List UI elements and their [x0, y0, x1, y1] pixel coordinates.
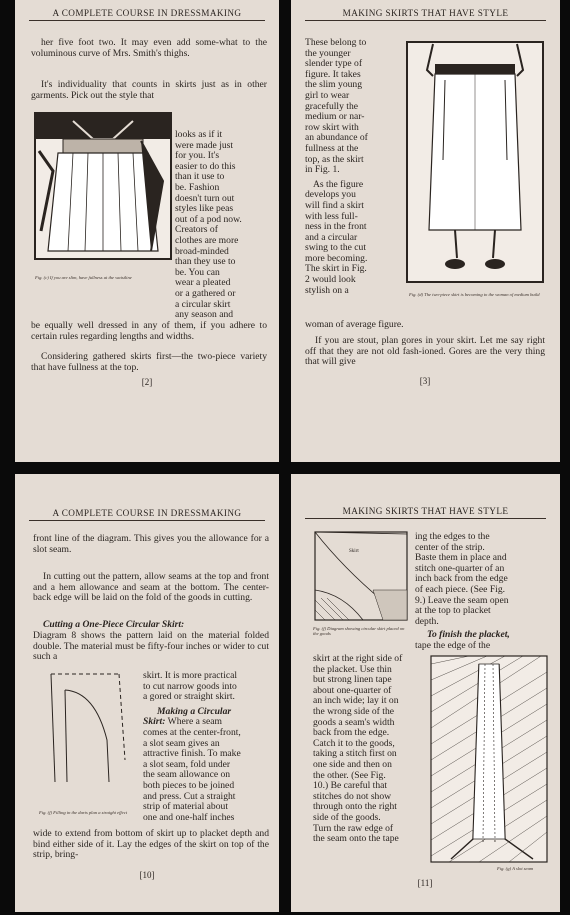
- wrap-text-column: [305, 38, 401, 296]
- text-line: ness in the front: [305, 222, 367, 233]
- paragraph: her five foot two. It may even add some-what to the voluminous curve of Mrs. Smith's thighs.: [31, 37, 267, 59]
- text-line: doesn't turn out: [175, 193, 235, 204]
- wrap-text-column: [415, 532, 545, 627]
- text-line: the seam allowance on: [143, 770, 231, 781]
- text-line: comes at the center-front,: [143, 727, 241, 738]
- text-line: be. You can: [175, 267, 220, 278]
- text-line: any season and: [175, 310, 234, 321]
- text-line: taking a stitch first on: [313, 749, 397, 760]
- section-heading: To finish the placket,: [427, 629, 510, 640]
- text-line: stitch one-quarter of an: [415, 563, 505, 574]
- text-line: a slot seam, fold under: [143, 759, 231, 770]
- text-line: ing the edges to the: [415, 532, 490, 542]
- text-line: 10.) Be careful that: [313, 781, 388, 792]
- paragraph: It's individuality that counts in skirts just as in other garments. Pick out the style that: [31, 79, 267, 101]
- text-line: goods a seam's width: [313, 717, 395, 728]
- figure-caption: Fig. (f) Diagram showing circular skirt placed on the goods: [313, 626, 405, 636]
- text-line: for you. It's: [175, 151, 220, 162]
- figure-caption: Fig. (f) Filling in the darts plan a straight effect: [39, 810, 128, 815]
- text-line: The skirt in Fig.: [305, 264, 367, 275]
- text-line: top, as the skirt: [305, 154, 364, 165]
- text-line: to cut narrow goods into: [143, 681, 237, 692]
- text-line: skirt at the right side of: [313, 654, 403, 664]
- paragraph: In cutting out the pattern, allow seams at the top and front and a hem allowance and seam at the bottom. The center-back edge will be laid on the fold of the goods in cutting.: [33, 571, 269, 604]
- running-header: A COMPLETE COURSE IN DRESSMAKING: [29, 8, 265, 21]
- section-heading: Skirt:: [143, 717, 166, 728]
- text-line: skirt. It is more practical: [143, 671, 238, 681]
- text-line: of each piece. (See Fig.: [415, 584, 506, 595]
- section-heading: Cutting a One-Piece Circular Skirt:: [43, 619, 185, 630]
- text-line: swing to the cut: [305, 243, 367, 254]
- text-line: stylish on a: [305, 285, 349, 296]
- text-line: easier to do this: [175, 161, 236, 172]
- text-line: the seam onto the tape: [313, 834, 399, 845]
- paragraph: woman of average figure.: [305, 319, 404, 330]
- text-line: figure. It takes: [305, 69, 361, 80]
- text-line: As the figure: [313, 179, 364, 190]
- paragraph: If you are stout, plan gores in your skirt. Let me say right off that they are not old fash-ioned. Gores are the very thing that will give: [305, 335, 545, 368]
- skirt-illustration: [33, 111, 173, 261]
- page-number: [2]: [141, 377, 153, 387]
- wrap-text-column: [143, 671, 269, 823]
- text-line: side of the goods.: [313, 812, 381, 823]
- page-2: [15, 0, 279, 462]
- text-line: with less full-: [305, 211, 358, 222]
- text-line: 2 would look: [305, 275, 356, 286]
- figure-caption: Fig. (c) If you are slim, have fullness at the waistline: [35, 275, 132, 280]
- text-line: girl to wear: [305, 90, 350, 101]
- text-line: the slim young: [305, 80, 363, 91]
- text-line: row skirt with: [305, 122, 359, 133]
- page-10: [15, 474, 279, 912]
- page-number: [11]: [417, 878, 433, 888]
- text-line: a circular skirt: [175, 299, 231, 310]
- text-line: looks as if it: [175, 130, 223, 140]
- running-header: A COMPLETE COURSE IN DRESSMAKING: [29, 508, 265, 521]
- text-line: in Fig. 1.: [305, 165, 340, 176]
- text-line: or a gathered or: [175, 289, 236, 299]
- text-line: and a circular: [305, 232, 358, 243]
- slot-seam-illustration: [429, 654, 549, 864]
- text-line: the younger: [305, 48, 351, 59]
- running-header: MAKING SKIRTS THAT HAVE STYLE: [305, 506, 546, 519]
- paragraph: tape the edge of the: [415, 640, 491, 651]
- text-line: through onto the right: [313, 802, 397, 813]
- wrap-text-column: [175, 289, 267, 321]
- text-line: Creators of: [175, 225, 218, 236]
- paragraph: wide to extend from bottom of skirt up to placket depth and bind either side of it. Lay the edges of the skirt on top of the strip, bring-: [33, 828, 269, 861]
- text-line: Catch it to the goods,: [313, 738, 395, 749]
- text-line: These belong to: [305, 38, 367, 48]
- text-line: at the top to placket: [415, 606, 491, 617]
- wrap-text-column: [313, 654, 423, 845]
- paragraph: be equally well dressed in any of them, if you adhere to certain rules regarding lengths and widths.: [31, 320, 267, 342]
- diagram-label: Skirt: [349, 549, 359, 554]
- text-line: about one-quarter of: [313, 685, 392, 696]
- text-line: center of the strip.: [415, 542, 485, 553]
- text-line: more becoming.: [305, 253, 368, 264]
- text-line: clothes are more: [175, 235, 239, 246]
- running-header: MAKING SKIRTS THAT HAVE STYLE: [305, 8, 546, 21]
- text-line: a gored or straight skirt.: [143, 692, 235, 703]
- text-line: but strong linen tape: [313, 675, 392, 686]
- text-line: depth.: [415, 616, 439, 627]
- text-line: the other. (See Fig.: [313, 770, 386, 781]
- text-line: slender type of: [305, 59, 363, 70]
- text-line: the wrong side of the: [313, 706, 394, 717]
- pattern-diagram: [35, 670, 131, 796]
- text-line: a slot seam gives an: [143, 738, 220, 749]
- page-3: [291, 0, 560, 462]
- paragraph: Considering gathered skirts first—the two-piece variety that have fullness at the top.: [31, 351, 267, 373]
- text-line: one and one-half inches: [143, 812, 235, 823]
- text-line: than they use to: [175, 257, 236, 268]
- text-line: an inch wide; lay it on: [313, 696, 399, 707]
- text-line: out of a pod now.: [175, 214, 242, 225]
- paragraph: Diagram 8 shows the pattern laid on the material folded double. The material must be fifty-four inches or wider to cut such a: [33, 630, 269, 663]
- text-line: the placket. Use thin: [313, 664, 392, 675]
- text-line: medium or nar-: [305, 112, 365, 123]
- page-11: [291, 474, 560, 912]
- paragraph: front line of the diagram. This gives you the allowance for a slot seam.: [33, 533, 269, 555]
- text-line: 9.) Leave the seam open: [415, 595, 509, 606]
- text-line: an abundance of: [305, 133, 368, 144]
- text-line: wear a pleated: [175, 278, 231, 289]
- page-number: [10]: [139, 870, 155, 880]
- text-line: styles like peas: [175, 204, 234, 215]
- text-line: one side and then on: [313, 759, 392, 770]
- text-line: than it use to: [175, 172, 225, 183]
- cutting-diagram: [313, 530, 409, 622]
- text-line: will find a skirt: [305, 200, 364, 211]
- text-line: broad-minded: [175, 246, 229, 257]
- skirt-illustration: [405, 40, 545, 284]
- text-line: Where a seam: [167, 717, 222, 728]
- text-line: both pieces to be joined: [143, 780, 235, 791]
- page-number: [3]: [419, 376, 431, 386]
- text-line: and press. Cut a straight: [143, 791, 236, 802]
- figure-caption: Fig. (g) A slot seam: [497, 866, 534, 871]
- text-line: develops you: [305, 190, 356, 201]
- section-heading: Making a Circular: [157, 705, 232, 717]
- text-line: inch back from the edge: [415, 574, 508, 585]
- text-line: strip of material about: [143, 802, 228, 813]
- text-line: back from the edge.: [313, 728, 390, 739]
- text-line: fullness at the: [305, 143, 359, 154]
- text-line: Turn the raw edge of: [313, 823, 394, 834]
- text-line: attractive finish. To make: [143, 749, 241, 760]
- text-line: were made just: [175, 140, 234, 151]
- text-line: stitches do not show: [313, 791, 392, 802]
- text-line: gracefully the: [305, 101, 359, 112]
- figure-caption: Fig. (d) The two-piece skirt is becoming to the woman of medium build: [409, 292, 540, 297]
- text-line: Baste them in place and: [415, 553, 507, 564]
- wrap-text-column: [175, 130, 267, 289]
- text-line: be. Fashion: [175, 182, 220, 193]
